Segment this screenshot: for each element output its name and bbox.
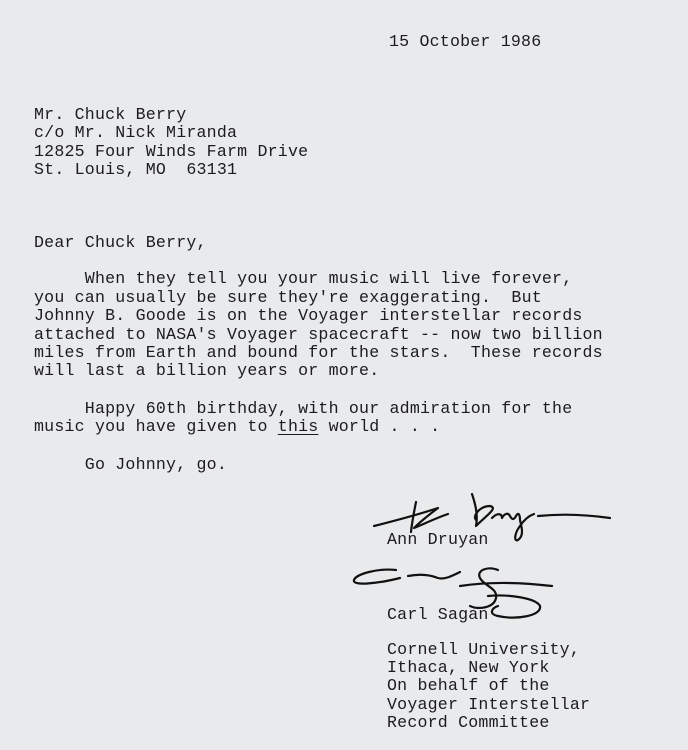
underlined-word: this [277, 417, 319, 436]
paragraph-line: When they tell you your music will live forever, [34, 269, 573, 288]
paragraph-line: Johnny B. Goode is on the Voyager interstellar records [34, 306, 583, 325]
text-segment: music you have given to [34, 417, 278, 436]
signatory-ann-druyan: Ann Druyan [387, 530, 489, 549]
recipient-street: 12825 Four Winds Farm Drive [34, 142, 309, 161]
recipient-name: Mr. Chuck Berry [34, 105, 187, 124]
paragraph-line: attached to NASA's Voyager spacecraft -- now two billion [34, 325, 603, 344]
affiliation-line: On behalf of the [387, 676, 550, 695]
paragraph-line: miles from Earth and bound for the stars. These records [34, 343, 603, 362]
affiliation-line: Ithaca, New York [387, 658, 550, 677]
paragraph-line: will last a billion years or more. [34, 361, 380, 380]
paragraph-line [34, 418, 440, 437]
recipient-city: St. Louis, MO 63131 [34, 160, 238, 179]
signatory-carl-sagan: Carl Sagan [387, 605, 489, 624]
paragraph-line: you can usually be sure they're exaggerating. But [34, 288, 542, 307]
text-segment: world . . . [318, 417, 441, 436]
paragraph-line: Happy 60th birthday, with our admiration for the [34, 399, 573, 418]
recipient-care-of: c/o Mr. Nick Miranda [34, 123, 238, 142]
affiliation-line: Voyager Interstellar [387, 695, 591, 714]
affiliation-line: Record Committee [387, 713, 550, 732]
closing-line: Go Johnny, go. [34, 455, 227, 474]
letter-date: 15 October 1986 [389, 32, 542, 51]
affiliation-line: Cornell University, [387, 640, 580, 659]
salutation: Dear Chuck Berry, [34, 233, 207, 252]
